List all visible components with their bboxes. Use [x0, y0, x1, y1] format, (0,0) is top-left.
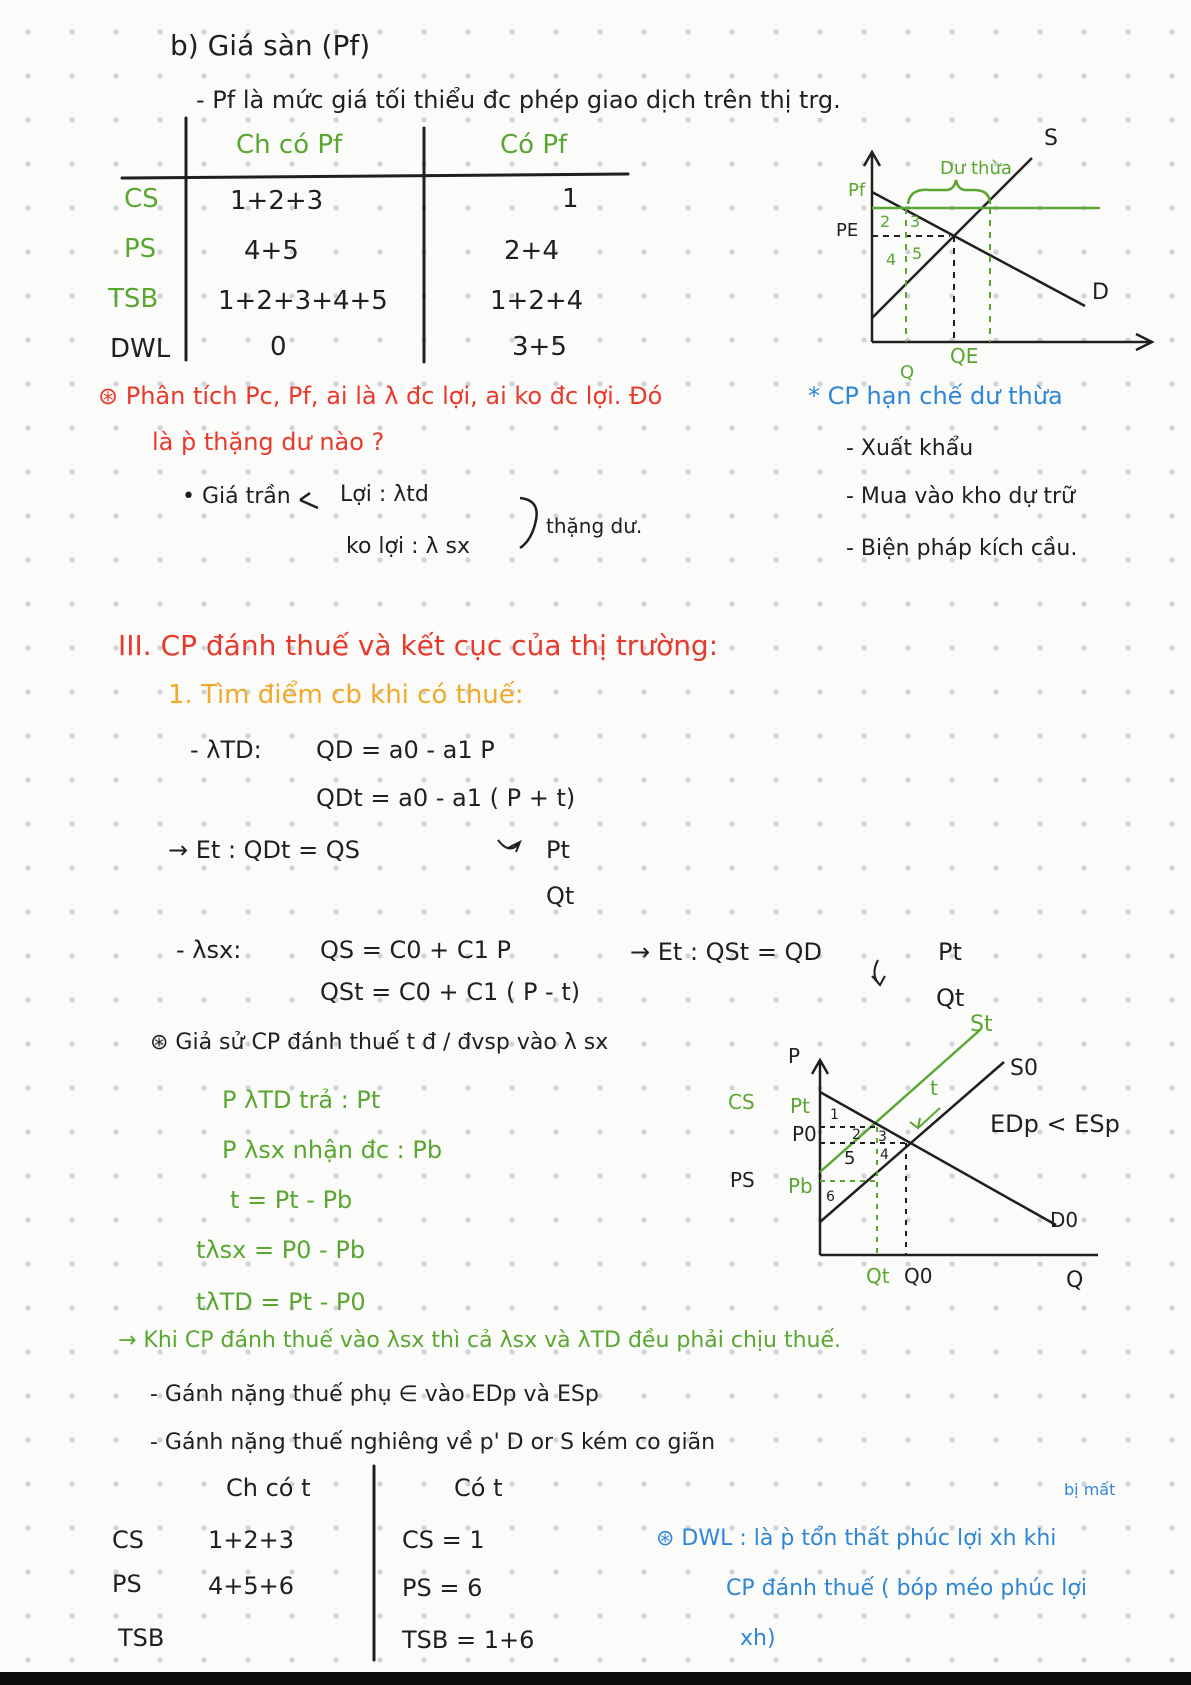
graph2-pb-label: Pb	[788, 1174, 813, 1198]
table-row-label: CS	[112, 1526, 144, 1554]
graph1-area-4: 4	[886, 250, 897, 269]
td-label: - λTD:	[190, 736, 262, 764]
section-3-title: III. CP đánh thuế và kết cục của thị trường:	[118, 629, 719, 662]
analysis-question-line1: ⊛ Phân tích Pc, Pf, ai là λ đc lợi, ai ko đc lợi. Đó	[98, 382, 663, 410]
qt-result: Qt	[546, 882, 575, 910]
table-row-label: PS	[112, 1570, 142, 1598]
graph1-qe-label: QE	[950, 344, 979, 368]
qt2-result: Qt	[936, 984, 965, 1012]
table-row-label: PS	[124, 234, 157, 264]
tax-assumption: ⊛ Giả sử CP đánh thuế t đ / đvsp vào λ sx	[150, 1030, 609, 1055]
bottom-edge-bar	[0, 1672, 1191, 1685]
graph2-area-5: 5	[844, 1148, 856, 1169]
graph1-pf-label: Pf	[848, 180, 866, 201]
table-cell: 1+2+3	[208, 1526, 295, 1554]
table-cell: 1	[562, 184, 579, 214]
graph2-p0-label: P0	[792, 1122, 817, 1146]
table-cell: CS = 1	[402, 1526, 485, 1554]
section-3-sub1: 1. Tìm điểm cb khi có thuế:	[168, 680, 524, 710]
table-cell: 3+5	[512, 332, 567, 362]
graph1-surplus-label: Dư thừa	[940, 158, 1012, 179]
graph2-area-3: 3	[878, 1129, 887, 1145]
table-cell: 0	[270, 332, 287, 362]
ceiling-gain: Lợi : λtd	[340, 482, 429, 507]
graph2-s0-label: S0	[1010, 1056, 1038, 1081]
et-equation: → Et : QDt = QS	[168, 836, 360, 864]
graph2-st-label: St	[970, 1012, 993, 1037]
table-col-header-pf: Có Pf	[500, 130, 568, 160]
table-cell: 1+2+3+4+5	[218, 286, 388, 316]
pt-result: Pt	[546, 836, 570, 864]
cp-measure-item: - Mua vào kho dự trữ	[846, 484, 1075, 509]
ceiling-no-gain: ko lợi : λ sx	[346, 534, 470, 559]
graph2-d0-label: D0	[1050, 1208, 1079, 1232]
cp-measure-item: - Xuất khẩu	[846, 436, 974, 461]
conclusion-line-2: - Gánh nặng thuế phụ ∈ vào EDp và ESp	[150, 1382, 599, 1407]
tax-line-5: tλTD = Pt - P0	[196, 1288, 366, 1316]
table-row-label: DWL	[110, 334, 171, 364]
ceiling-surplus: thặng dư.	[546, 514, 643, 538]
table-cell: PS = 6	[402, 1574, 483, 1602]
graph2-p-axis-label: P	[788, 1044, 801, 1068]
cp-measures-title: * CP hạn chế dư thừa	[808, 382, 1063, 410]
analysis-question-line2: là p̀ thặng dư nào ?	[152, 428, 385, 456]
graph2-ps-label: PS	[730, 1168, 755, 1192]
table-cell: 4+5	[244, 236, 299, 266]
table-cell: 2+4	[504, 236, 559, 266]
table-cell: 4+5+6	[208, 1572, 295, 1600]
graph2-cs-label: CS	[728, 1090, 755, 1114]
conclusion-line-1: → Khi CP đánh thuế vào λsx thì cả λsx và λTD đều phải chịu thuế.	[118, 1328, 842, 1353]
tax-line-3: t = Pt - Pb	[230, 1186, 353, 1214]
conclusion-line-3: - Gánh nặng thuế nghiêng về p' D or S kém co giãn	[150, 1430, 716, 1455]
dwl-line-1: ⊛ DWL : là p̀ tổn thất phúc lợi xh khi	[656, 1526, 1057, 1551]
sx-equation-1: QS = C0 + C1 P	[320, 936, 512, 964]
tax-line-1: P λTD trả : Pt	[222, 1086, 381, 1114]
graph1-pe-label: PE	[836, 220, 859, 241]
table-cell: 1+2+3	[230, 186, 324, 216]
table-row-label: TSB	[108, 284, 159, 314]
section-b-heading: b) Giá sàn (Pf)	[170, 29, 371, 62]
dwl-small-note: bị mất	[1064, 1480, 1116, 1499]
table-col-header-no-pf: Ch có Pf	[236, 130, 343, 160]
sx-label: - λsx:	[176, 936, 242, 964]
graph2-area-1: 1	[830, 1107, 839, 1123]
graph2-q0-label: Q0	[904, 1264, 933, 1288]
graph2-area-6: 6	[826, 1189, 835, 1205]
et2-equation: → Et : QSt = QD	[630, 938, 822, 966]
graph1-demand-label: D	[1092, 280, 1109, 305]
graph2-qt-label: Qt	[866, 1264, 890, 1288]
table-col-header-no-t: Ch có t	[226, 1474, 311, 1502]
graph1-area-5: 5	[912, 244, 923, 263]
graph1-area-3: 3	[910, 212, 921, 231]
td-equation-1: QD = a0 - a1 P	[316, 736, 495, 764]
graph2-elasticity: EDp < ESp	[990, 1110, 1120, 1138]
table-cell: TSB = 1+6	[402, 1626, 535, 1654]
tax-line-4: tλsx = P0 - Pb	[196, 1236, 366, 1264]
table-cell: 1+2+4	[490, 286, 584, 316]
dwl-line-2: CP đánh thuế ( bóp méo phúc lợi	[726, 1576, 1087, 1601]
sx-equation-2: QSt = C0 + C1 ( P - t)	[320, 978, 581, 1006]
table-row-label: TSB	[118, 1624, 165, 1652]
graph2-area-4: 4	[880, 1147, 889, 1163]
graph1-supply-label: S	[1044, 126, 1058, 151]
ceiling-label: • Giá trần	[182, 484, 291, 509]
graph2-q-axis-label: Q	[1066, 1268, 1084, 1293]
td-equation-2: QDt = a0 - a1 ( P + t)	[316, 784, 576, 812]
graph1-q-label: Q	[900, 362, 915, 383]
dwl-line-3: xh)	[740, 1626, 776, 1651]
section-b-definition: - Pf là mức giá tối thiểu đc phép giao dịch trên thị trg.	[196, 86, 841, 114]
table-row-label: CS	[124, 184, 159, 214]
graph2-t-label: t	[930, 1076, 938, 1100]
graph2-pt-label: Pt	[790, 1094, 810, 1118]
graph2-area-2: 2	[852, 1127, 861, 1143]
pt2-result: Pt	[938, 938, 962, 966]
cp-measure-item: - Biện pháp kích cầu.	[846, 536, 1078, 561]
graph1-area-2: 2	[880, 212, 891, 231]
tax-line-2: P λsx nhận đc : Pb	[222, 1136, 443, 1164]
table-col-header-t: Có t	[454, 1474, 503, 1502]
